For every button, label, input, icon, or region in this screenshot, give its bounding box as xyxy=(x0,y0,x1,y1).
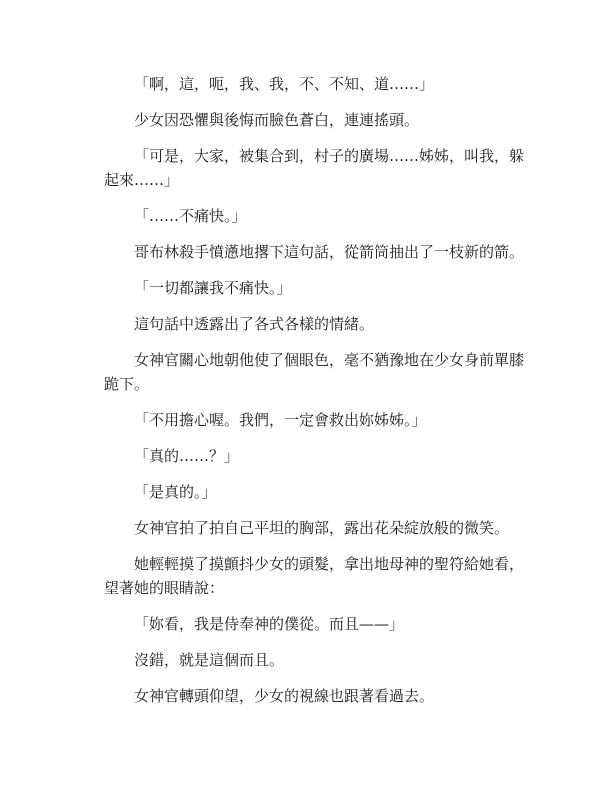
paragraph-7: 這句話中透露出了各式各樣的情緒。 xyxy=(134,315,375,333)
paragraph-4: 「……不痛快。」 xyxy=(134,207,247,225)
paragraph-8: 女神官關心地朝他使了個眼色，毫不猶豫地在少女身前單膝跪下。 xyxy=(104,351,525,393)
paragraph-3: 「可是，大家，被集合到，村子的廣場……姊姊，叫我，躲起來……」 xyxy=(104,147,525,189)
paragraph-14: 「妳看，我是侍奉神的僕從。而且——」 xyxy=(134,615,405,633)
paragraph-2: 少女因恐懼與後悔而臉色蒼白，連連搖頭。 xyxy=(134,111,420,129)
paragraph-6: 「一切都讓我不痛快。」 xyxy=(134,279,292,297)
paragraph-12: 女神官拍了拍自己平坦的胸部，露出花朵綻放般的微笑。 xyxy=(134,519,510,537)
paragraph-10: 「真的……？」 xyxy=(134,447,240,465)
body-text xyxy=(104,72,536,720)
paragraph-13: 她輕輕摸了摸顫抖少女的頭髮，拿出地母神的聖符給她看，望著她的眼睛說： xyxy=(104,555,525,597)
paragraph-11: 「是真的。」 xyxy=(134,483,217,501)
paragraph-15: 沒錯，就是這個而且。 xyxy=(134,651,285,669)
paragraph-5: 哥布林殺手憤懣地撂下這句話，從箭筒抽出了一枝新的箭。 xyxy=(134,243,525,261)
paragraph-9: 「不用擔心喔。我們，一定會救出妳姊姊。」 xyxy=(134,411,427,429)
paragraph-16: 女神官轉頭仰望，少女的視線也跟著看過去。 xyxy=(134,687,435,705)
paragraph-1: 「啊，這，呃，我、我，不、不知、道……」 xyxy=(134,75,435,93)
